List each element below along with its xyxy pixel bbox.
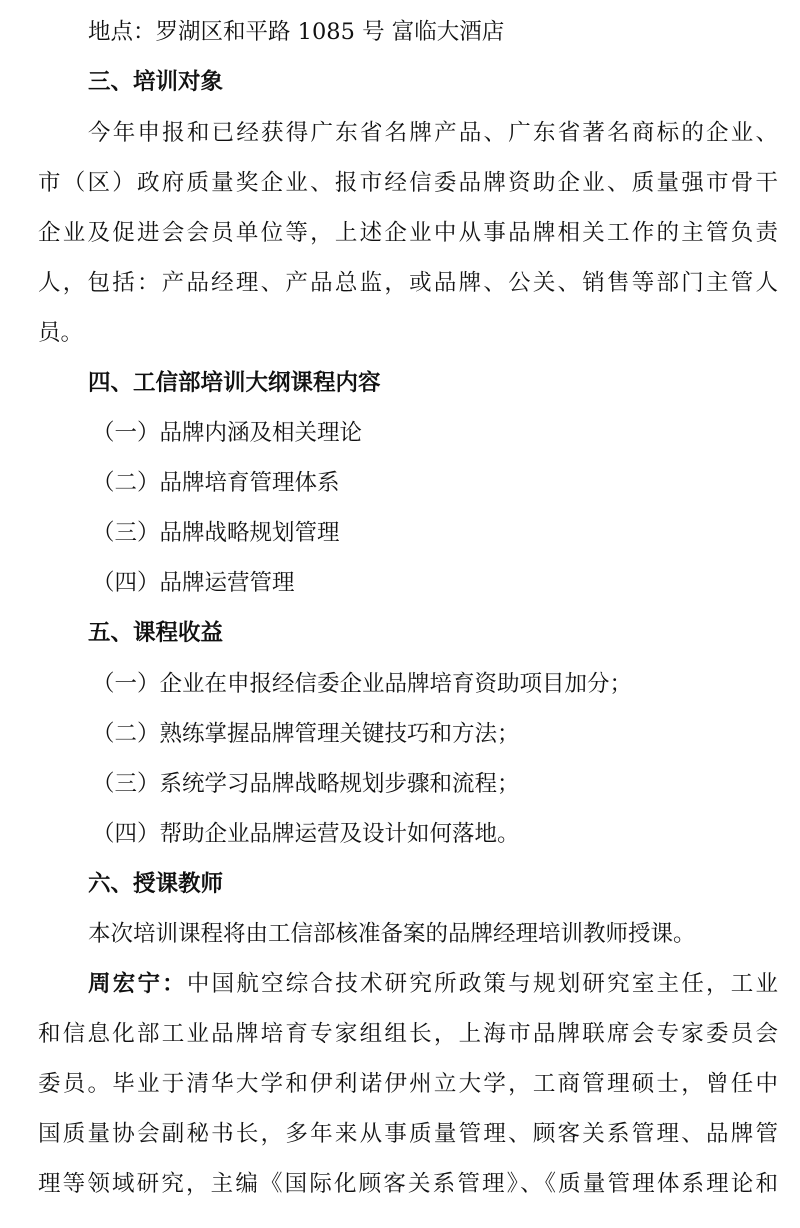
section-6-heading: 六、授课教师	[88, 871, 224, 897]
teacher-bio-line-1	[0, 964, 800, 1004]
section-3-heading: 三、培训对象	[88, 69, 224, 95]
section-4-item-4: （四）品牌运营管理	[92, 570, 295, 596]
section-4-heading: 四、工信部培训大纲课程内容	[88, 370, 381, 396]
teacher-name: 周宏宁：	[88, 971, 187, 997]
section-5-item-4: （四）帮助企业品牌运营及设计如何落地。	[92, 821, 520, 847]
section-6-intro: 本次培训课程将由工信部核准备案的品牌经理培训教师授课。	[88, 921, 696, 947]
section-3-paragraph-line-4: 人，包括：产品经理、产品总监，或品牌、公关、销售等部门主管人	[38, 270, 778, 296]
section-3-paragraph-line-2: 市（区）政府质量奖企业、报市经信委品牌资助企业、质量强市骨干	[38, 170, 778, 196]
section-4-item-1: （一）品牌内涵及相关理论	[92, 420, 363, 446]
section-5-item-3: （三）系统学习品牌战略规划步骤和流程；	[92, 771, 520, 797]
section-5-heading: 五、课程收益	[88, 620, 224, 646]
teacher-bio-line-4: 国质量协会副秘书长，多年来从事质量管理、顾客关系管理、品牌管	[38, 1121, 778, 1147]
section-5-item-1: （一）企业在申报经信委企业品牌培育资助项目加分；	[92, 671, 633, 697]
teacher-bio-line-3: 委员。毕业于清华大学和伊利诺伊州立大学，工商管理硕士，曾任中	[38, 1071, 778, 1097]
location-line: 地点：罗湖区和平路 1085 号 富临大酒店	[88, 19, 505, 45]
section-3-paragraph-line-1: 今年申报和已经获得广东省名牌产品、广东省著名商标的企业、	[88, 120, 778, 146]
section-3-paragraph-line-3: 企业及促进会会员单位等，上述企业中从事品牌相关工作的主管负责	[38, 220, 778, 246]
section-5-item-2: （二）熟练掌握品牌管理关键技巧和方法；	[92, 721, 520, 747]
teacher-bio-line-5: 理等领域研究，主编《国际化顾客关系管理》、《质量管理体系理论和	[38, 1171, 778, 1197]
teacher-bio-line-2: 和信息化部工业品牌培育专家组组长，上海市品牌联席会专家委员会	[38, 1021, 778, 1047]
section-4-item-3: （三）品牌战略规划管理	[92, 520, 340, 546]
section-4-item-2: （二）品牌培育管理体系	[92, 470, 340, 496]
teacher-bio-first-text: 中国航空综合技术研究所政策与规划研究室主任，工业	[186, 971, 778, 997]
section-3-paragraph-line-5: 员。	[38, 320, 84, 346]
